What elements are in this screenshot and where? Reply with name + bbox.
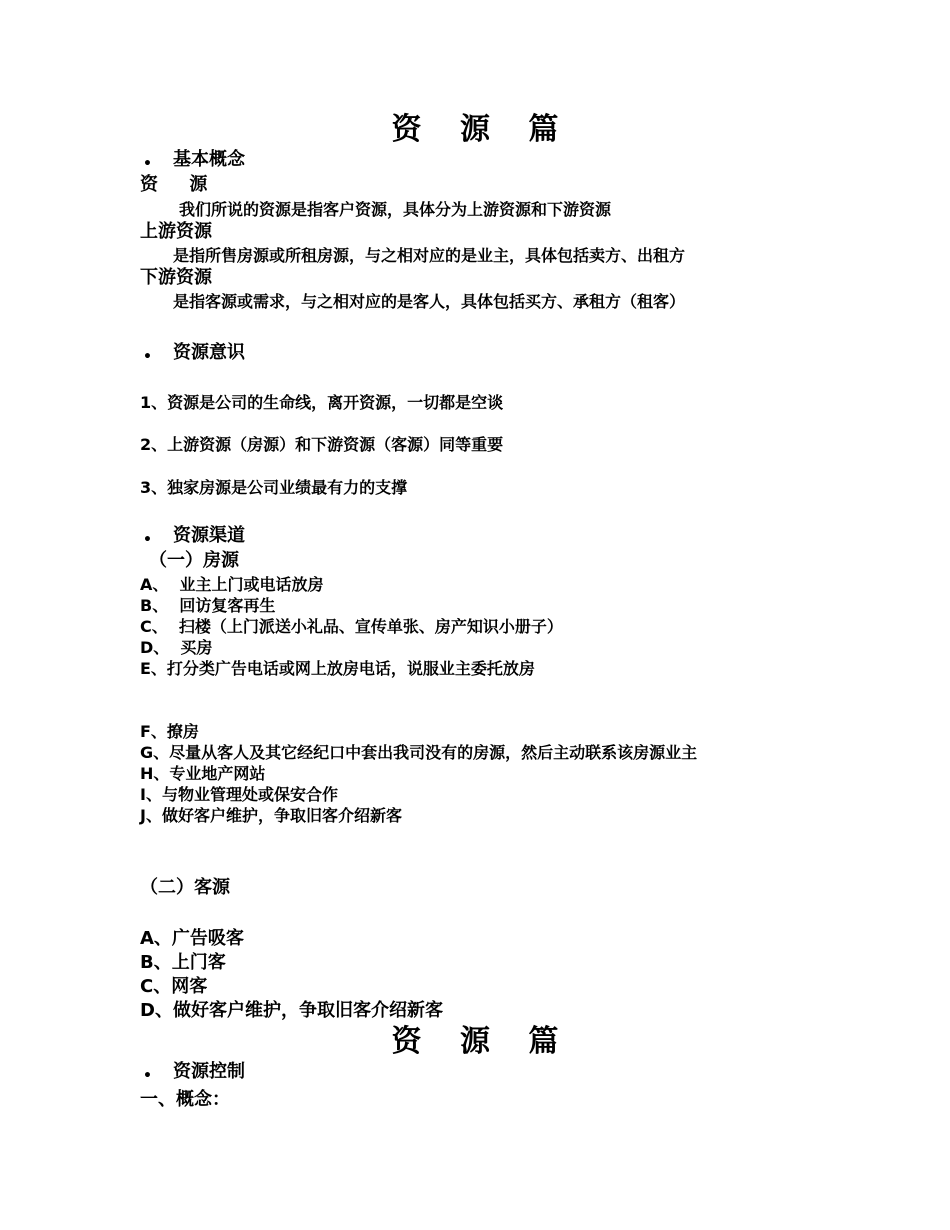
subheading-clients: （二）客源 bbox=[140, 877, 230, 898]
list-item: D、 买房 bbox=[140, 638, 213, 657]
term-downstream: 下游资源 bbox=[140, 267, 212, 288]
subheading-listings: （一）房源 bbox=[149, 550, 239, 571]
list-item: 3、独家房源是公司业绩最有力的支撑 bbox=[140, 478, 408, 497]
list-item: G、尽量从客人及其它经纪口中套出我司没有的房源，然后主动联系该房源业主 bbox=[140, 743, 698, 762]
section-heading-channels: 资源渠道 bbox=[173, 525, 245, 546]
list-item: H、专业地产网站 bbox=[140, 764, 266, 783]
list-item: B、上门客 bbox=[140, 952, 226, 973]
list-item: A、广告吸客 bbox=[140, 928, 244, 949]
bullet-icon: • bbox=[143, 532, 152, 548]
list-item: C、 扫楼（上门派送小礼品、宣传单张、房产知识小册子） bbox=[140, 617, 563, 636]
list-item: E、打分类广告电话或网上放房电话，说服业主委托放房 bbox=[140, 659, 535, 678]
list-item: F、撩房 bbox=[140, 722, 199, 741]
term-resource-desc: 我们所说的资源是指客户资源，具体分为上游资源和下游资源 bbox=[179, 200, 612, 219]
term-downstream-desc: 是指客源或需求，与之相对应的是客人，具体包括买方、承租方（租客） bbox=[173, 292, 686, 311]
list-item: B、 回访复客再生 bbox=[140, 596, 276, 615]
list-item: 1、资源是公司的生命线，离开资源，一切都是空谈 bbox=[140, 393, 504, 412]
subheading-concept: 一、概念： bbox=[140, 1089, 230, 1110]
page-title-second: 资 源 篇 bbox=[391, 1024, 573, 1059]
section-heading-awareness: 资源意识 bbox=[173, 342, 245, 363]
list-item: I、与物业管理处或保安合作 bbox=[140, 785, 338, 804]
term-upstream-desc: 是指所售房源或所租房源，与之相对应的是业主，具体包括卖方、出租方 bbox=[173, 246, 686, 265]
term-upstream: 上游资源 bbox=[140, 221, 212, 242]
bullet-icon: • bbox=[143, 156, 152, 172]
list-item: C、网客 bbox=[140, 976, 208, 997]
list-item: D、做好客户维护，争取旧客介绍新客 bbox=[140, 1000, 443, 1021]
list-item: A、 业主上门或电话放房 bbox=[140, 575, 324, 594]
bullet-icon: • bbox=[143, 349, 152, 365]
page-title: 资 源 篇 bbox=[391, 112, 573, 147]
term-resource: 资 源 bbox=[140, 174, 208, 195]
bullet-icon: • bbox=[143, 1068, 152, 1084]
section-heading-basic: 基本概念 bbox=[173, 149, 245, 170]
list-item: J、做好客户维护，争取旧客介绍新客 bbox=[140, 806, 402, 825]
section-heading-control: 资源控制 bbox=[173, 1061, 245, 1082]
list-item: 2、上游资源（房源）和下游资源（客源）同等重要 bbox=[140, 435, 504, 454]
